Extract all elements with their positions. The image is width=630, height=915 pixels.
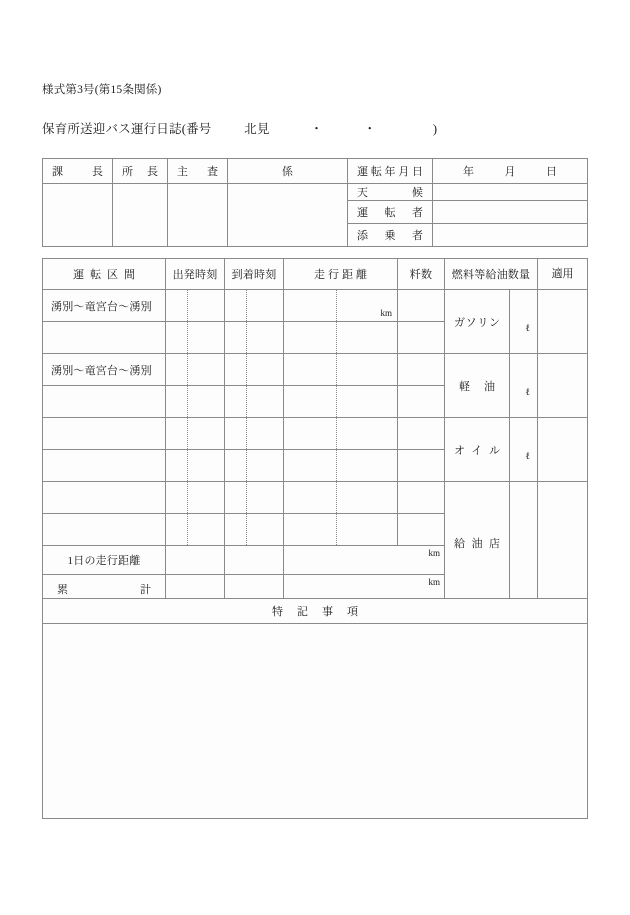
log-row-2-distance[interactable] — [284, 322, 398, 354]
date-year-label: 年 — [463, 166, 505, 178]
log-row-5-mileage[interactable] — [398, 418, 445, 450]
notes-body-row — [43, 624, 588, 819]
table-row — [43, 418, 588, 450]
fuel-label-diesel-text: 軽油 — [459, 380, 495, 393]
log-row-7-mileage[interactable] — [398, 482, 445, 514]
log-header-arrive-text: 到着時刻 — [231, 269, 277, 281]
log-header-section-text: 運転区間 — [73, 269, 135, 281]
log-row-8-mileage[interactable] — [398, 514, 445, 546]
title-separator-dot-2: ・ — [363, 122, 377, 136]
notes-table — [42, 598, 588, 819]
log-row-1-depart[interactable] — [166, 290, 225, 322]
log-row-7-section[interactable] — [43, 482, 166, 514]
log-row-6-depart[interactable] — [166, 450, 225, 482]
driving-log-table — [42, 258, 588, 604]
approval-stamp-kacho[interactable] — [43, 184, 113, 247]
fuel-label-gasoline-text: ガソリン — [454, 316, 500, 329]
log-header-mileage — [398, 259, 445, 290]
log-row-4-arrive[interactable] — [225, 386, 284, 418]
fuel-label-oil — [445, 418, 510, 482]
log-header-fuel-amount — [445, 259, 538, 290]
log-header-distance — [284, 259, 398, 290]
log-remarks-gasoline[interactable] — [538, 290, 588, 354]
fuel-label-station-text: 給油店 — [454, 537, 500, 550]
log-row-2-depart[interactable] — [166, 322, 225, 354]
trip-label-weather-text: 天候 — [357, 187, 423, 199]
log-row-4-distance[interactable] — [284, 386, 398, 418]
approval-header-shusa — [168, 159, 228, 184]
log-row-8-depart[interactable] — [166, 514, 225, 546]
log-row-8-section[interactable] — [43, 514, 166, 546]
summary-daily-unit: km — [428, 548, 440, 558]
date-placeholder-row — [433, 163, 587, 179]
log-row-3-distance[interactable] — [284, 354, 398, 386]
log-row-4-depart[interactable] — [166, 386, 225, 418]
table-row — [43, 354, 588, 386]
fuel-value-diesel[interactable] — [510, 354, 538, 418]
trip-value-weather[interactable] — [433, 184, 588, 201]
log-row-2-arrive[interactable] — [225, 322, 284, 354]
log-row-6-section[interactable] — [43, 450, 166, 482]
fuel-label-oil-text: オイル — [454, 444, 500, 457]
approval-header-shocho — [113, 159, 168, 184]
log-header-remarks — [538, 259, 588, 290]
approval-label-kakari: 係 — [281, 166, 294, 178]
fuel-unit-diesel: ℓ — [525, 386, 530, 398]
log-row-6-arrive[interactable] — [225, 450, 284, 482]
log-row-7-arrive[interactable] — [225, 482, 284, 514]
document-title — [42, 119, 437, 137]
log-remarks-oil[interactable] — [538, 418, 588, 482]
log-row-2-mileage[interactable] — [398, 322, 445, 354]
log-row-1-arrive[interactable] — [225, 290, 284, 322]
date-day-label: 日 — [546, 166, 557, 178]
log-header-arrive — [225, 259, 284, 290]
fuel-label-diesel — [445, 354, 510, 418]
trip-value-driver[interactable] — [433, 201, 588, 224]
log-header-row — [43, 259, 588, 290]
trip-label-date — [348, 159, 433, 184]
log-row-6-distance[interactable] — [284, 450, 398, 482]
trip-label-date-text: 運転年月日 — [357, 166, 423, 178]
approval-stamp-kakari[interactable] — [228, 184, 348, 247]
title-prefix: 保育所送迎バス運行日誌(番号 — [42, 122, 212, 136]
log-remarks-diesel[interactable] — [538, 354, 588, 418]
trip-label-attendant-text: 添乗者 — [357, 230, 423, 242]
log-row-6-mileage[interactable] — [398, 450, 445, 482]
log-row-1-mileage[interactable] — [398, 290, 445, 322]
approval-stamp-row-1 — [43, 184, 588, 201]
fuel-label-gasoline — [445, 290, 510, 354]
notes-body[interactable] — [43, 624, 588, 819]
log-row-4-section[interactable] — [43, 386, 166, 418]
log-row-5-depart[interactable] — [166, 418, 225, 450]
notes-header-row — [43, 599, 588, 624]
log-row-8-arrive[interactable] — [225, 514, 284, 546]
trip-label-attendant — [348, 224, 433, 247]
fuel-unit-oil: ℓ — [525, 450, 530, 462]
log-row-8-distance[interactable] — [284, 514, 398, 546]
log-remarks-station[interactable] — [538, 482, 588, 604]
fuel-unit-gasoline: ℓ — [525, 322, 530, 334]
log-row-4-mileage[interactable] — [398, 386, 445, 418]
title-separator-dot-1: ・ — [310, 122, 323, 136]
summary-daily-arrive[interactable] — [225, 546, 284, 575]
notes-title — [43, 599, 588, 624]
log-header-section — [43, 259, 166, 290]
approval-stamp-shocho[interactable] — [113, 184, 168, 247]
table-row — [43, 482, 588, 514]
summary-label-total-text: 累計 — [57, 584, 151, 596]
trip-label-weather — [348, 184, 433, 201]
approval-label-shusa: 主査 — [177, 166, 218, 178]
approval-stamp-shusa[interactable] — [168, 184, 228, 247]
approval-header-kacho — [43, 159, 113, 184]
notes-title-text: 特記事項 — [272, 606, 372, 618]
header-table — [42, 158, 588, 247]
log-header-depart-text: 出発時刻 — [172, 269, 218, 281]
log-row-3-mileage[interactable] — [398, 354, 445, 386]
title-closing-paren: ) — [432, 122, 438, 136]
summary-label-daily: 1日の走行距離 — [43, 546, 166, 575]
log-row-5-arrive[interactable] — [225, 418, 284, 450]
fuel-value-station[interactable] — [510, 482, 538, 604]
fuel-value-gasoline[interactable] — [510, 290, 538, 354]
approval-label-shocho: 所長 — [122, 166, 158, 178]
trip-value-attendant[interactable] — [433, 224, 588, 247]
log-header-remarks-text: 適用 — [551, 267, 574, 280]
summary-daily-depart[interactable] — [166, 546, 225, 575]
approval-header-kakari — [228, 159, 348, 184]
log-row-1-unit: km — [380, 307, 392, 318]
log-row-7-distance[interactable] — [284, 482, 398, 514]
log-header-depart — [166, 259, 225, 290]
log-row-3-arrive[interactable] — [225, 354, 284, 386]
log-row-7-depart[interactable] — [166, 482, 225, 514]
fuel-label-station — [445, 482, 510, 604]
log-header-mileage-text: 粁数 — [409, 269, 433, 281]
fuel-value-oil[interactable] — [510, 418, 538, 482]
log-row-1-section[interactable]: 湧別～竜宮台～湧別 — [43, 290, 166, 322]
log-row-2-section[interactable] — [43, 322, 166, 354]
trip-label-driver — [348, 201, 433, 224]
log-row-3-depart[interactable] — [166, 354, 225, 386]
approval-label-kacho: 課長 — [52, 166, 103, 178]
form-number: 様式第3号(第15条関係) — [42, 84, 162, 96]
title-region: 北見 — [244, 122, 270, 136]
log-row-1-distance[interactable] — [284, 290, 398, 322]
trip-value-date[interactable] — [433, 159, 588, 184]
log-row-5-section[interactable] — [43, 418, 166, 450]
summary-total-unit: km — [428, 577, 440, 587]
log-row-5-distance[interactable] — [284, 418, 398, 450]
log-header-fuel-amount-text: 燃料等給油数量 — [451, 269, 531, 281]
log-row-3-section[interactable]: 湧別～竜宮台～湧別 — [43, 354, 166, 386]
summary-daily-value[interactable] — [284, 546, 445, 575]
trip-label-driver-text: 運転者 — [357, 207, 423, 219]
date-month-label: 月 — [504, 166, 546, 178]
approval-header-row — [43, 159, 588, 184]
table-row — [43, 290, 588, 322]
log-header-distance-text: 走行距離 — [314, 269, 367, 281]
